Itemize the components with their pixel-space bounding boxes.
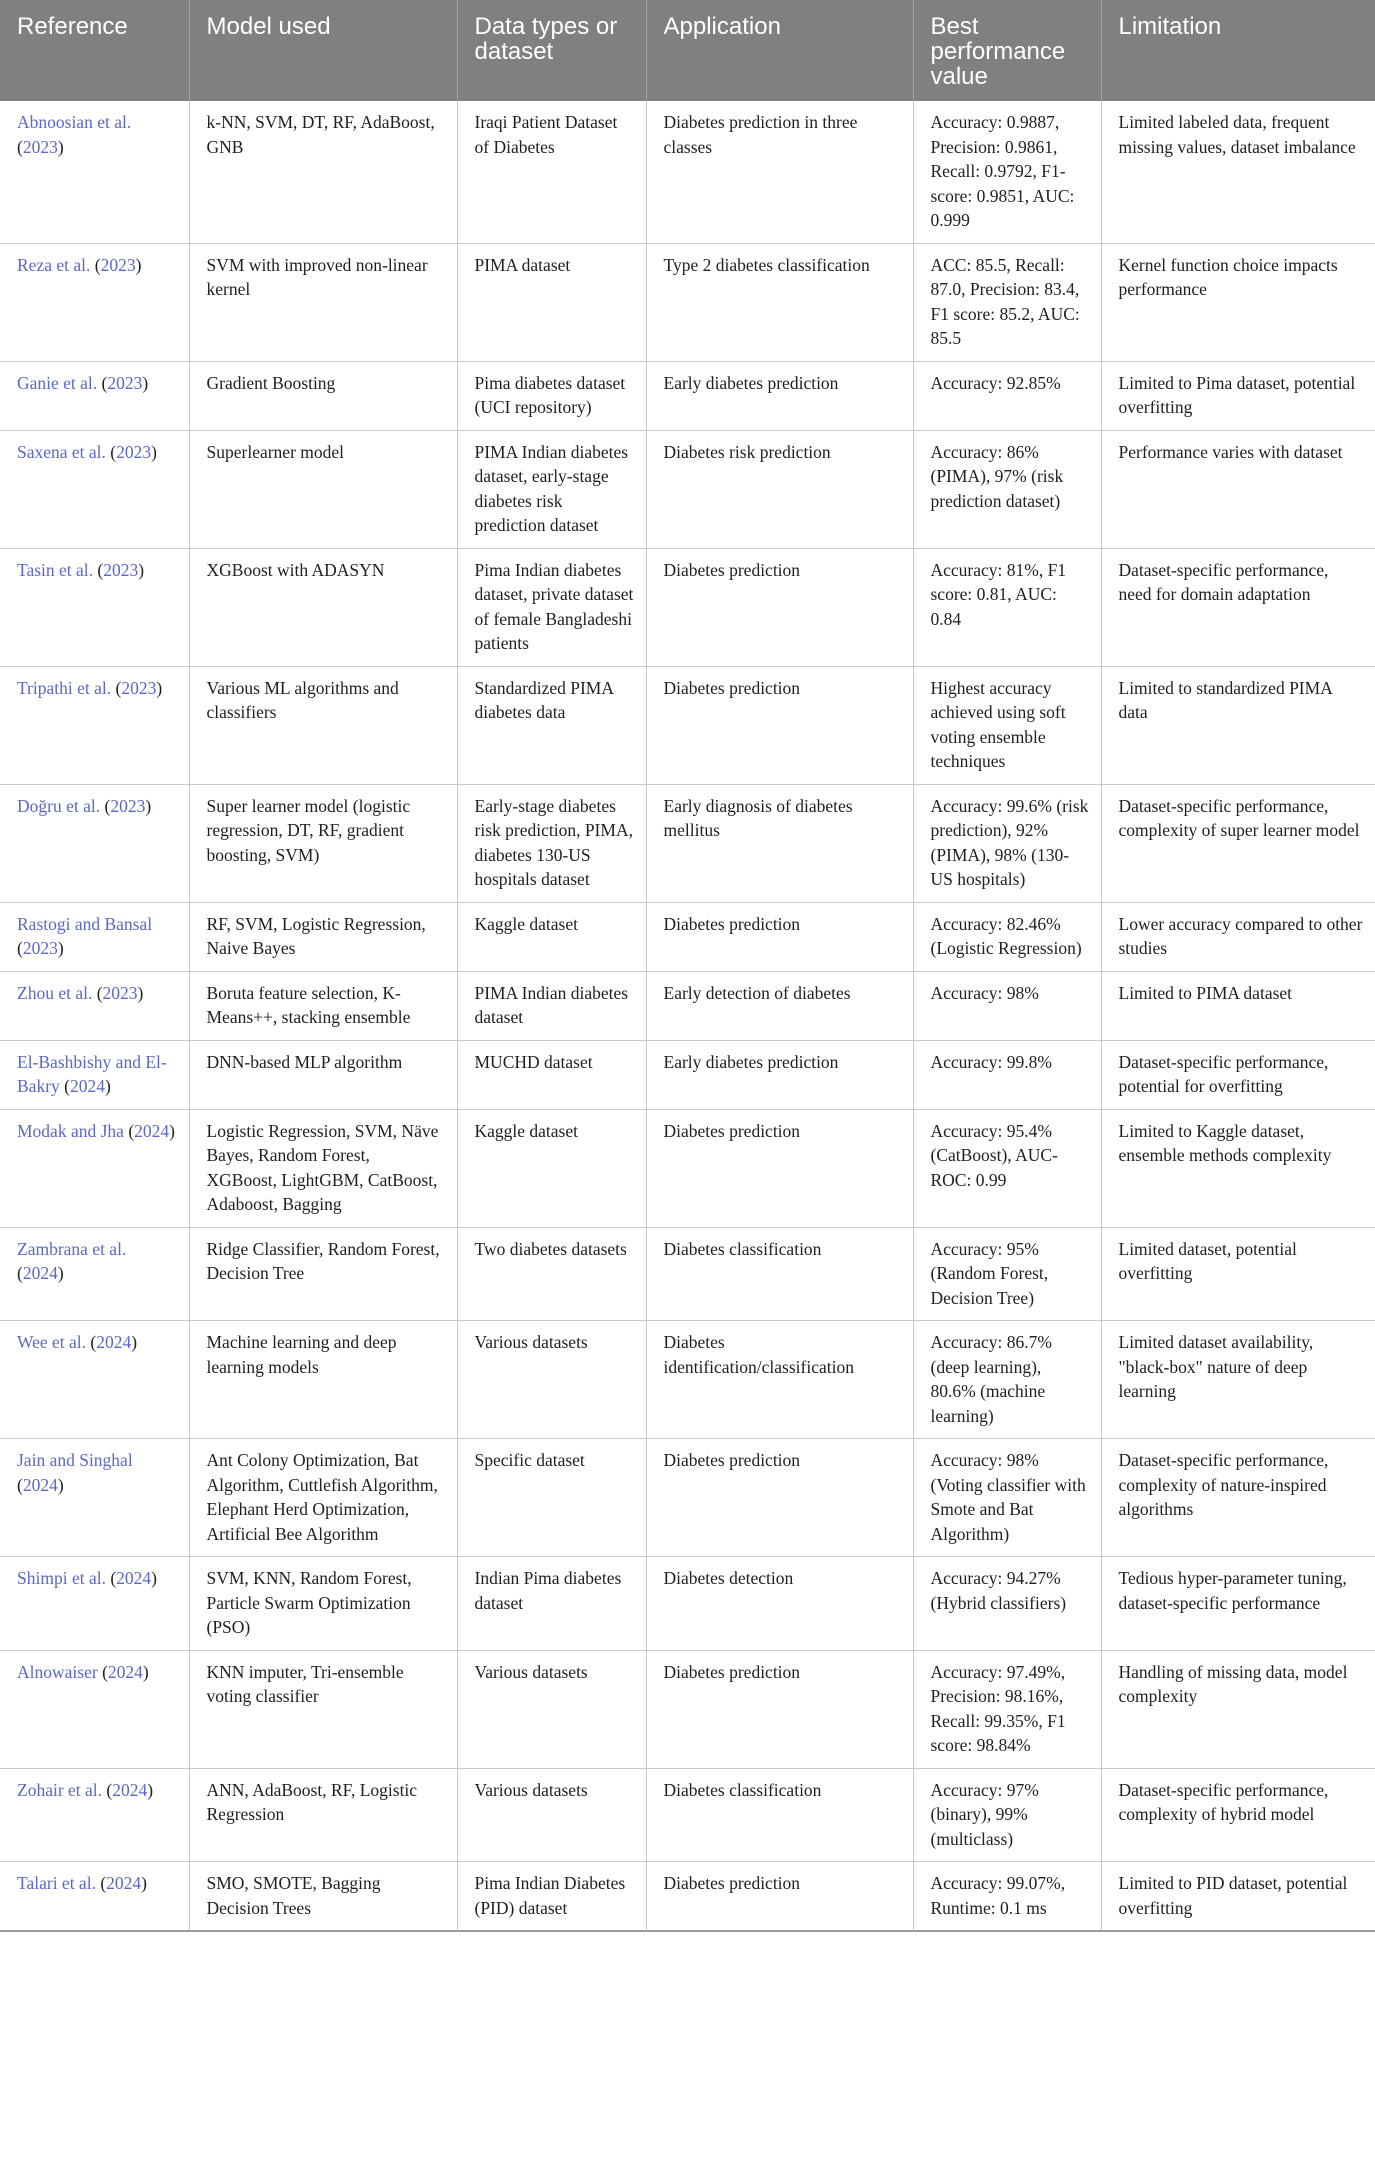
- cell-application: Diabetes prediction in three classes: [646, 101, 913, 243]
- reference-paren-open: (: [17, 136, 23, 157]
- reference-paren-open: (: [105, 441, 117, 462]
- cell-limitation: Dataset-specific performance, potential for overfitting: [1101, 1040, 1375, 1109]
- table-row: [0, 548, 1375, 666]
- cell-dataset: Two diabetes datasets: [457, 1227, 646, 1321]
- cell-dataset: PIMA dataset: [457, 243, 646, 361]
- cell-reference: [0, 548, 189, 666]
- table-row: [0, 902, 1375, 971]
- cell-model-used: Various ML algorithms and classifiers: [189, 666, 457, 784]
- header-best-performance: Best performance value: [913, 0, 1101, 101]
- reference-paren-open: (: [100, 795, 111, 816]
- cell-performance: Accuracy: 86% (PIMA), 97% (risk prediction dataset): [913, 430, 1101, 548]
- cell-application: Diabetes prediction: [646, 548, 913, 666]
- reference-year-link[interactable]: 2023: [110, 795, 146, 816]
- cell-limitation: Dataset-specific performance, complexity of nature-inspired algorithms: [1101, 1439, 1375, 1557]
- cell-model-used: SMO, SMOTE, Bagging Decision Trees: [189, 1862, 457, 1932]
- cell-performance: Accuracy: 81%, F1 score: 0.81, AUC: 0.84: [913, 548, 1101, 666]
- reference-paren-close: ): [57, 1263, 64, 1283]
- table-row: [0, 430, 1375, 548]
- cell-limitation: Dataset-specific performance, need for domain adaptation: [1101, 548, 1375, 666]
- cell-reference: [0, 1557, 189, 1651]
- reference-paren-close: ): [104, 1076, 111, 1096]
- reference-paren-open: (: [95, 1873, 107, 1893]
- reference-paren-open: (: [86, 1332, 97, 1352]
- reference-year-link[interactable]: 2024: [116, 1568, 152, 1588]
- reference-author-link[interactable]: Alnowaiser: [17, 1661, 98, 1682]
- cell-performance: Accuracy: 97% (binary), 99% (multiclass): [913, 1768, 1101, 1862]
- cell-application: Diabetes classification: [646, 1768, 913, 1862]
- table-header-row: [0, 0, 1375, 101]
- reference-author-link[interactable]: Zambrana et al.: [17, 1238, 127, 1259]
- cell-reference: [0, 243, 189, 361]
- reference-author-link[interactable]: Ganie et al.: [17, 372, 98, 393]
- cell-dataset: Pima Indian Diabetes (PID) dataset: [457, 1862, 646, 1932]
- reference-paren-close: ): [156, 677, 163, 698]
- cell-model-used: Gradient Boosting: [189, 361, 457, 430]
- table-row: [0, 1109, 1375, 1227]
- reference-paren-open: (: [17, 1474, 23, 1495]
- reference-year-link[interactable]: 2024: [106, 1873, 142, 1893]
- table-row: [0, 1321, 1375, 1439]
- reference-paren-close: ): [145, 795, 152, 816]
- table-row: [0, 101, 1375, 243]
- reference-paren-open: (: [105, 1568, 117, 1588]
- reference-paren-close: ): [135, 254, 142, 275]
- cell-limitation: Kernel function choice impacts performance: [1101, 243, 1375, 361]
- reference-author-link[interactable]: Tasin et al.: [17, 559, 94, 580]
- reference-year-link[interactable]: 2023: [22, 938, 58, 958]
- table-row: [0, 666, 1375, 784]
- cell-performance: Accuracy: 98%: [913, 971, 1101, 1040]
- reference-author-link[interactable]: Zhou et al.: [17, 982, 93, 1003]
- cell-dataset: Various datasets: [457, 1768, 646, 1862]
- reference-author-link[interactable]: Modak and Jha: [17, 1120, 124, 1141]
- reference-paren-open: (: [17, 1263, 23, 1283]
- cell-reference: [0, 902, 189, 971]
- cell-limitation: Limited dataset availability, "black-box" nature of deep learning: [1101, 1321, 1375, 1439]
- cell-reference: [0, 1439, 189, 1557]
- cell-limitation: Limited to PID dataset, potential overfitting: [1101, 1862, 1375, 1932]
- cell-dataset: Specific dataset: [457, 1439, 646, 1557]
- header-data-types: Data types or dataset: [457, 0, 646, 101]
- cell-application: Early diabetes prediction: [646, 361, 913, 430]
- cell-application: Diabetes classification: [646, 1227, 913, 1321]
- reference-paren-close: ): [131, 1332, 138, 1352]
- cell-application: Diabetes prediction: [646, 1439, 913, 1557]
- cell-limitation: Dataset-specific performance, complexity of hybrid model: [1101, 1768, 1375, 1862]
- cell-reference: [0, 784, 189, 902]
- cell-reference: [0, 430, 189, 548]
- reference-paren-open: (: [59, 1076, 70, 1096]
- reference-author-link[interactable]: Abnoosian et al.: [17, 112, 132, 132]
- cell-reference: [0, 666, 189, 784]
- cell-reference: [0, 1109, 189, 1227]
- cell-model-used: Superlearner model: [189, 430, 457, 548]
- reference-author-link[interactable]: Talari et al.: [17, 1873, 96, 1893]
- cell-reference: [0, 1227, 189, 1321]
- cell-limitation: Limited to PIMA dataset: [1101, 971, 1375, 1040]
- reference-author-link[interactable]: Reza et al.: [17, 254, 91, 275]
- cell-performance: Accuracy: 97.49%, Precision: 98.16%, Recall: 99.35%, F1 score: 98.84%: [913, 1650, 1101, 1768]
- cell-performance: Accuracy: 94.27% (Hybrid classifiers): [913, 1557, 1101, 1651]
- reference-author-link[interactable]: Jain and Singhal: [17, 1450, 133, 1470]
- reference-paren-close: ): [141, 1873, 147, 1893]
- cell-dataset: Standardized PIMA diabetes data: [457, 666, 646, 784]
- cell-reference: [0, 1650, 189, 1768]
- reference-paren-close: ): [147, 1779, 154, 1800]
- reference-year-link[interactable]: 2023: [107, 372, 143, 393]
- cell-performance: Highest accuracy achieved using soft voting ensemble techniques: [913, 666, 1101, 784]
- cell-application: Diabetes risk prediction: [646, 430, 913, 548]
- cell-limitation: Lower accuracy compared to other studies: [1101, 902, 1375, 971]
- cell-performance: Accuracy: 95% (Random Forest, Decision Tree): [913, 1227, 1101, 1321]
- cell-dataset: Indian Pima diabetes dataset: [457, 1557, 646, 1651]
- cell-application: Type 2 diabetes classification: [646, 243, 913, 361]
- reference-author-link[interactable]: El-Bashbishy and El-Bakry: [17, 1051, 167, 1096]
- cell-application: Diabetes prediction: [646, 1650, 913, 1768]
- header-limitation: Limitation: [1101, 0, 1375, 101]
- cell-model-used: SVM, KNN, Random Forest, Particle Swarm Optimization (PSO): [189, 1557, 457, 1651]
- cell-limitation: Limited labeled data, frequent missing values, dataset imbalance: [1101, 101, 1375, 243]
- cell-model-used: Ridge Classifier, Random Forest, Decision Tree: [189, 1227, 457, 1321]
- reference-year-link[interactable]: 2024: [22, 1474, 58, 1495]
- cell-dataset: Kaggle dataset: [457, 1109, 646, 1227]
- cell-model-used: Boruta feature selection, K-Means++, stacking ensemble: [189, 971, 457, 1040]
- cell-performance: Accuracy: 0.9887, Precision: 0.9861, Recall: 0.9792, F1-score: 0.9851, AUC: 0.999: [913, 101, 1101, 243]
- reference-author-link[interactable]: Saxena et al.: [17, 441, 106, 462]
- cell-reference: [0, 1040, 189, 1109]
- reference-paren-open: (: [102, 1779, 113, 1800]
- cell-performance: Accuracy: 98% (Voting classifier with Smote and Bat Algorithm): [913, 1439, 1101, 1557]
- reference-year-link[interactable]: 2023: [103, 559, 139, 580]
- cell-dataset: Pima diabetes dataset (UCI repository): [457, 361, 646, 430]
- table-row: [0, 1650, 1375, 1768]
- cell-reference: [0, 1862, 189, 1932]
- reference-paren-close: ): [151, 1568, 157, 1588]
- reference-year-link[interactable]: 2024: [107, 1661, 143, 1682]
- cell-reference: [0, 1321, 189, 1439]
- cell-model-used: Ant Colony Optimization, Bat Algorithm, Cuttlefish Algorithm, Elephant Herd Optimization, Artificial Bee Algorithm: [189, 1439, 457, 1557]
- cell-application: Diabetes identification/classification: [646, 1321, 913, 1439]
- cell-limitation: Tedious hyper-parameter tuning, dataset-specific performance: [1101, 1557, 1375, 1651]
- cell-reference: [0, 1768, 189, 1862]
- reference-year-link[interactable]: 2023: [100, 254, 136, 275]
- reference-paren-close: ): [57, 938, 64, 958]
- header-application: Application: [646, 0, 913, 101]
- cell-performance: Accuracy: 95.4% (CatBoost), AUC-ROC: 0.99: [913, 1109, 1101, 1227]
- cell-dataset: Iraqi Patient Dataset of Diabetes: [457, 101, 646, 243]
- cell-dataset: PIMA Indian diabetes dataset, early-stage diabetes risk prediction dataset: [457, 430, 646, 548]
- cell-model-used: Machine learning and deep learning models: [189, 1321, 457, 1439]
- table-row: [0, 1768, 1375, 1862]
- cell-performance: Accuracy: 99.07%, Runtime: 0.1 ms: [913, 1862, 1101, 1932]
- cell-model-used: ANN, AdaBoost, RF, Logistic Regression: [189, 1768, 457, 1862]
- cell-limitation: Limited to Pima dataset, potential overfitting: [1101, 361, 1375, 430]
- cell-performance: ACC: 85.5, Recall: 87.0, Precision: 83.4, F1 score: 85.2, AUC: 85.5: [913, 243, 1101, 361]
- reference-paren-close: ): [57, 1474, 64, 1495]
- cell-application: Diabetes prediction: [646, 1862, 913, 1932]
- table-row: [0, 243, 1375, 361]
- reference-author-link[interactable]: Wee et al.: [17, 1332, 87, 1352]
- reference-paren-close: ): [142, 372, 149, 393]
- reference-paren-open: (: [111, 677, 122, 698]
- cell-reference: [0, 971, 189, 1040]
- cell-application: Diabetes detection: [646, 1557, 913, 1651]
- cell-dataset: Pima Indian diabetes dataset, private dataset of female Bangladeshi patients: [457, 548, 646, 666]
- cell-limitation: Limited dataset, potential overfitting: [1101, 1227, 1375, 1321]
- cell-model-used: SVM with improved non-linear kernel: [189, 243, 457, 361]
- table-row: [0, 1862, 1375, 1932]
- reference-paren-open: (: [17, 938, 23, 958]
- reference-author-link[interactable]: Rastogi and Bansal: [17, 913, 153, 934]
- cell-application: Early diagnosis of diabetes mellitus: [646, 784, 913, 902]
- cell-model-used: Logistic Regression, SVM, Näve Bayes, Random Forest, XGBoost, LightGBM, CatBoost, Adaboost, Bagging: [189, 1109, 457, 1227]
- reference-paren-open: (: [90, 254, 101, 275]
- header-reference: Reference: [0, 0, 189, 101]
- reference-year-link[interactable]: 2023: [22, 136, 58, 157]
- reference-year-link[interactable]: 2024: [96, 1332, 132, 1352]
- cell-dataset: Various datasets: [457, 1650, 646, 1768]
- cell-model-used: DNN-based MLP algorithm: [189, 1040, 457, 1109]
- reference-author-link[interactable]: Shimpi et al.: [17, 1568, 106, 1588]
- cell-application: Early detection of diabetes: [646, 971, 913, 1040]
- table-row: [0, 1227, 1375, 1321]
- table-row: [0, 1557, 1375, 1651]
- reference-year-link[interactable]: 2024: [134, 1120, 170, 1141]
- reference-paren-open: (: [97, 1661, 108, 1682]
- reference-paren-open: (: [92, 982, 103, 1003]
- cell-application: Diabetes prediction: [646, 666, 913, 784]
- reference-paren-open: (: [123, 1120, 135, 1141]
- cell-limitation: Handling of missing data, model complexity: [1101, 1650, 1375, 1768]
- table-row: [0, 361, 1375, 430]
- table-row: [0, 1439, 1375, 1557]
- reference-year-link[interactable]: 2024: [22, 1263, 58, 1283]
- reference-paren-close: ): [138, 559, 145, 580]
- reference-author-link[interactable]: Zohair et al.: [17, 1779, 103, 1800]
- cell-dataset: Early-stage diabetes risk prediction, PIMA, diabetes 130-US hospitals dataset: [457, 784, 646, 902]
- reference-year-link[interactable]: 2023: [116, 441, 152, 462]
- cell-model-used: KNN imputer, Tri-ensemble voting classifier: [189, 1650, 457, 1768]
- reference-author-link[interactable]: Tripathi et al.: [17, 677, 112, 698]
- cell-limitation: Performance varies with dataset: [1101, 430, 1375, 548]
- table-row: [0, 1040, 1375, 1109]
- reference-paren-open: (: [97, 372, 108, 393]
- cell-limitation: Limited to standardized PIMA data: [1101, 666, 1375, 784]
- reference-paren-close: ): [142, 1661, 149, 1682]
- cell-application: Diabetes prediction: [646, 902, 913, 971]
- cell-dataset: MUCHD dataset: [457, 1040, 646, 1109]
- cell-dataset: Kaggle dataset: [457, 902, 646, 971]
- reference-paren-close: ): [137, 982, 144, 1003]
- cell-performance: Accuracy: 92.85%: [913, 361, 1101, 430]
- reference-paren-close: ): [151, 441, 157, 462]
- reference-year-link[interactable]: 2024: [69, 1076, 105, 1096]
- cell-model-used: RF, SVM, Logistic Regression, Naive Bayes: [189, 902, 457, 971]
- table-body: [0, 101, 1375, 1931]
- cell-dataset: PIMA Indian diabetes dataset: [457, 971, 646, 1040]
- cell-reference: [0, 101, 189, 243]
- cell-model-used: Super learner model (logistic regression, DT, RF, gradient boosting, SVM): [189, 784, 457, 902]
- reference-paren-close: ): [169, 1120, 175, 1141]
- cell-performance: Accuracy: 86.7% (deep learning), 80.6% (machine learning): [913, 1321, 1101, 1439]
- reference-year-link[interactable]: 2023: [102, 982, 138, 1003]
- reference-year-link[interactable]: 2024: [112, 1779, 148, 1800]
- reference-author-link[interactable]: Doğru et al.: [17, 795, 101, 816]
- cell-limitation: Dataset-specific performance, complexity of super learner model: [1101, 784, 1375, 902]
- cell-reference: [0, 361, 189, 430]
- cell-performance: Accuracy: 82.46% (Logistic Regression): [913, 902, 1101, 971]
- table-row: [0, 971, 1375, 1040]
- reference-year-link[interactable]: 2023: [121, 677, 157, 698]
- cell-application: Early diabetes prediction: [646, 1040, 913, 1109]
- reference-paren-open: (: [93, 559, 104, 580]
- cell-application: Diabetes prediction: [646, 1109, 913, 1227]
- cell-performance: Accuracy: 99.8%: [913, 1040, 1101, 1109]
- cell-limitation: Limited to Kaggle dataset, ensemble methods complexity: [1101, 1109, 1375, 1227]
- cell-model-used: XGBoost with ADASYN: [189, 548, 457, 666]
- cell-model-used: k-NN, SVM, DT, RF, AdaBoost, GNB: [189, 101, 457, 243]
- table-row: [0, 784, 1375, 902]
- cell-dataset: Various datasets: [457, 1321, 646, 1439]
- header-model-used: Model used: [189, 0, 457, 101]
- reference-paren-close: ): [57, 136, 64, 157]
- cell-performance: Accuracy: 99.6% (risk prediction), 92% (PIMA), 98% (130-US hospitals): [913, 784, 1101, 902]
